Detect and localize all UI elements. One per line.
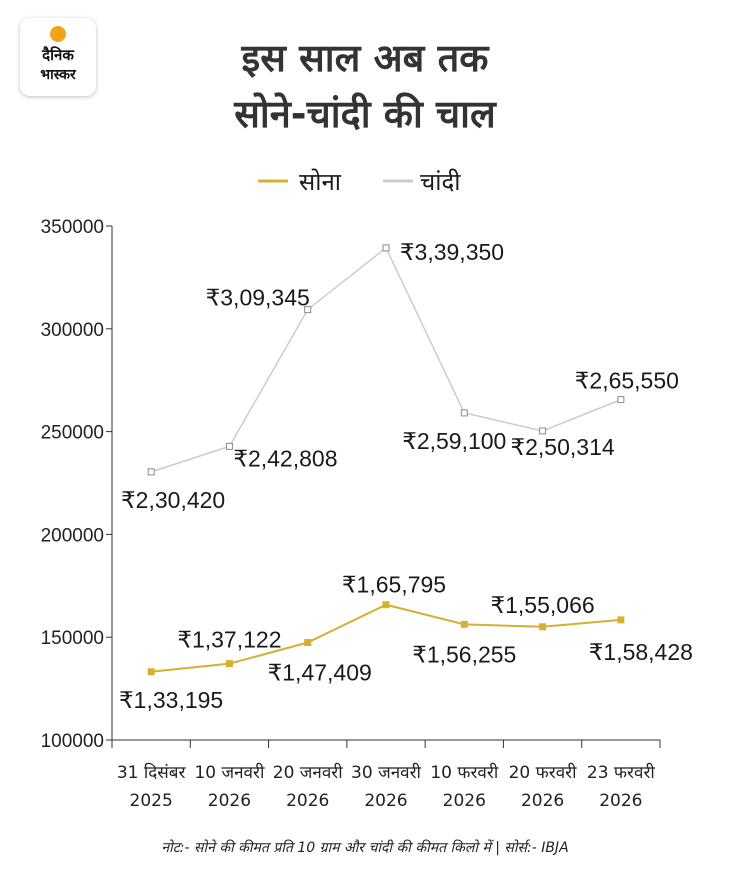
silver-data-label-3: ₹3,39,350 [399,238,505,265]
gold-point-3 [383,601,390,608]
legend-label-1: चांदी [420,168,461,196]
silver-data-label-5: ₹2,50,314 [510,433,615,460]
y-tick-label-3: 250000 [40,422,104,444]
logo-text-line1: दैनिक [42,46,74,64]
gold-data-label-6: ₹1,58,428 [588,638,693,665]
footnote: नोट:- सोने की कीमत प्रति 10 ग्राम और चांदी की कीमत किलो में | सोर्स:- IBJA [161,840,569,856]
gold-data-label-3: ₹1,65,795 [341,571,447,598]
gold-data-label-2: ₹1,47,409 [267,659,372,686]
y-tick-label-1: 150000 [40,628,104,650]
silver-data-label-4: ₹2,59,100 [402,427,507,454]
logo-text-line2: भास्कर [40,67,76,83]
legend-label-0: सोना [299,168,341,196]
gold-point-5 [539,623,546,630]
gold-point-2 [304,639,311,646]
silver-point-4 [461,410,467,416]
gold-point-1 [226,660,233,667]
gold-data-label-0: ₹1,33,195 [119,686,224,713]
silver-data-label-2: ₹3,09,345 [205,284,310,311]
y-tick-label-2: 200000 [40,525,104,547]
x-tick-label-2: 20 जनवरी 2026 [272,763,343,811]
x-tick-label-6: 23 फरवरी 2026 [586,763,655,811]
gold-point-0 [148,668,155,675]
gold-point-6 [617,616,624,623]
x-tick-label-5: 20 फरवरी 2026 [508,763,577,811]
silver-data-label-0: ₹2,30,420 [121,486,226,513]
gold-point-4 [461,621,468,628]
y-tick-label-4: 300000 [40,319,104,341]
y-tick-label-5: 350000 [40,217,104,238]
title-line2: सोने-चांदी की चाल [234,92,496,136]
silver-point-1 [226,443,232,449]
silver-data-label-1: ₹2,42,808 [233,445,338,472]
x-tick-label-1: 10 जनवरी 2026 [194,763,265,811]
gold-data-label-4: ₹1,56,255 [412,641,517,668]
silver-point-0 [148,469,154,475]
silver-data-label-6: ₹2,65,550 [574,367,679,394]
x-tick-label-0: 31 दिसंबर 2025 [116,763,186,811]
x-tick-label-4: 10 फरवरी 2026 [430,763,499,811]
gold-data-label-5: ₹1,55,066 [490,591,595,618]
gold-data-label-1: ₹1,37,122 [177,626,282,653]
silver-point-6 [618,397,624,403]
y-tick-label-0: 100000 [40,731,104,752]
x-tick-label-3: 30 जनवरी 2026 [351,763,421,811]
silver-point-3 [383,245,389,251]
title-line1: इस साल अब तक [241,36,489,80]
